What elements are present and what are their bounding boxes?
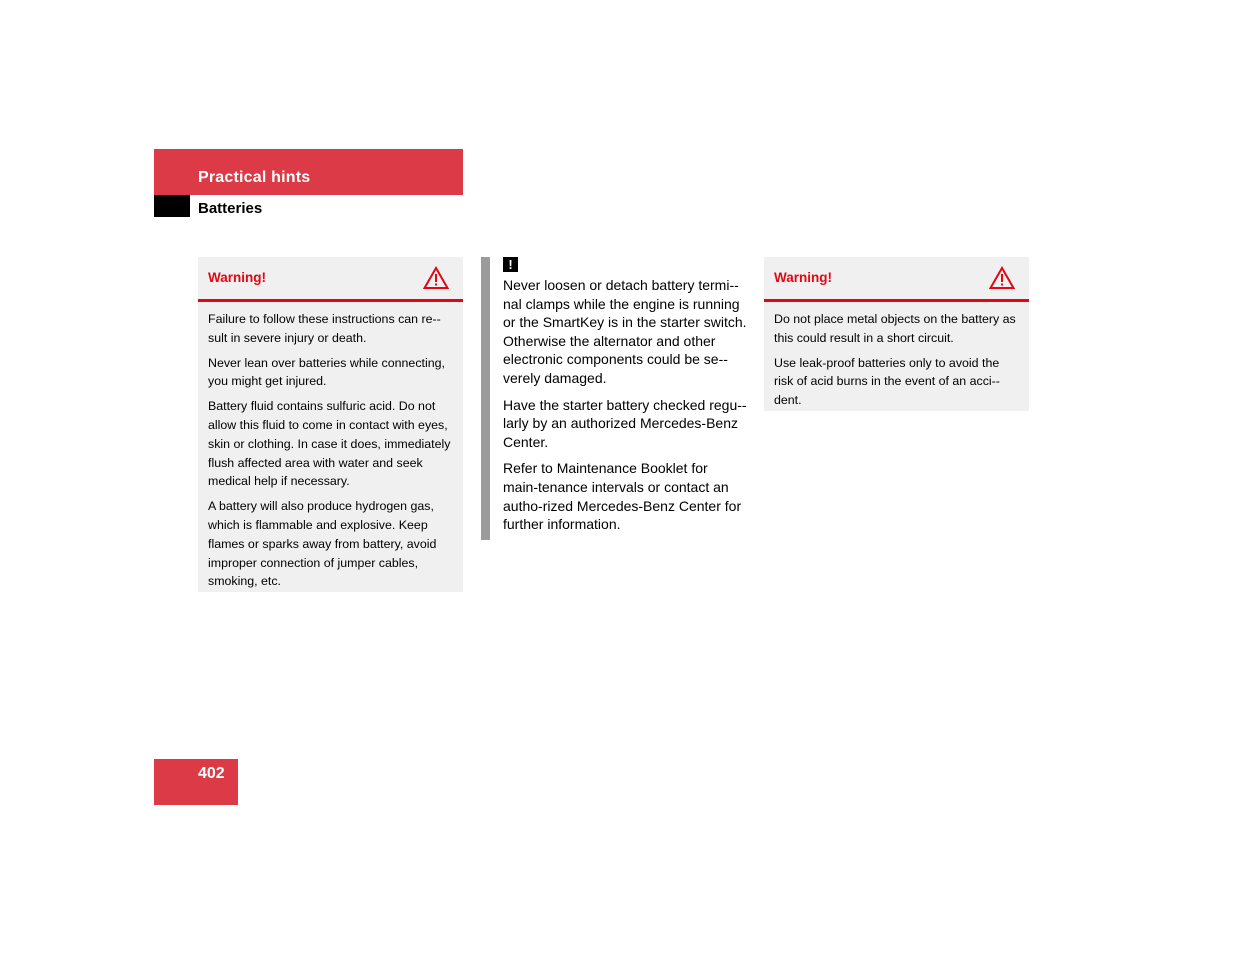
notice-paragraph: Refer to Maintenance Booklet for main-tenance intervals or contact an autho-rized Mercedes-Benz Center for further information. bbox=[503, 460, 742, 533]
page-number: 402 bbox=[198, 765, 225, 782]
notice-text bbox=[503, 276, 751, 542]
subsection-marker bbox=[154, 195, 190, 217]
subsection-title: Batteries bbox=[198, 200, 263, 217]
page-number-box bbox=[154, 759, 238, 805]
warning-paragraph: A battery will also produce hydrogen gas, which is flammable and explosive. Keep flames or sparks away from battery, avoid improper connection of jumper cables, smoking, etc. bbox=[208, 499, 437, 589]
warning-header bbox=[764, 257, 1029, 302]
warning-paragraph: Failure to follow these instructions can re-sult in severe injury or death. bbox=[208, 312, 441, 345]
notice-paragraph: Have the starter battery checked regu-larly by an authorized Mercedes-Benz Center. bbox=[503, 396, 747, 450]
warning-triangle-icon bbox=[989, 266, 1015, 290]
section-header bbox=[154, 149, 463, 195]
warning-paragraph: Never lean over batteries while connecting, you might get injured. bbox=[208, 355, 445, 389]
warning-body bbox=[764, 302, 1029, 422]
exclamation-icon: ! bbox=[503, 257, 518, 272]
warning-triangle-icon bbox=[423, 266, 449, 290]
warning-paragraph: Use leak-proof batteries only to avoid the risk of acid burns in the event of an acci-dent. bbox=[774, 355, 1000, 408]
warning-paragraph: Do not place metal objects on the battery as this could result in a short circuit. bbox=[774, 312, 1016, 345]
notice-paragraph: Never loosen or detach battery termi-nal clamps while the engine is running or the SmartKey is in the starter switch. Otherwise the alternator and other electronic components could be se-verely damaged. bbox=[503, 277, 747, 386]
notice-bar bbox=[481, 257, 490, 540]
warning-paragraph: Battery fluid contains sulfuric acid. Do not allow this fluid to come in contact with eyes, skin or clothing. In case it does, immediately flush affected area with water and seek medical help if necessary. bbox=[208, 399, 451, 489]
notice-block bbox=[481, 257, 751, 540]
warning-body bbox=[198, 302, 463, 603]
warning-label: Warning! bbox=[774, 270, 832, 285]
warning-box-right bbox=[764, 257, 1029, 411]
warning-label: Warning! bbox=[208, 270, 266, 285]
warning-box-left bbox=[198, 257, 463, 592]
warning-header bbox=[198, 257, 463, 302]
section-title: Practical hints bbox=[198, 169, 311, 186]
